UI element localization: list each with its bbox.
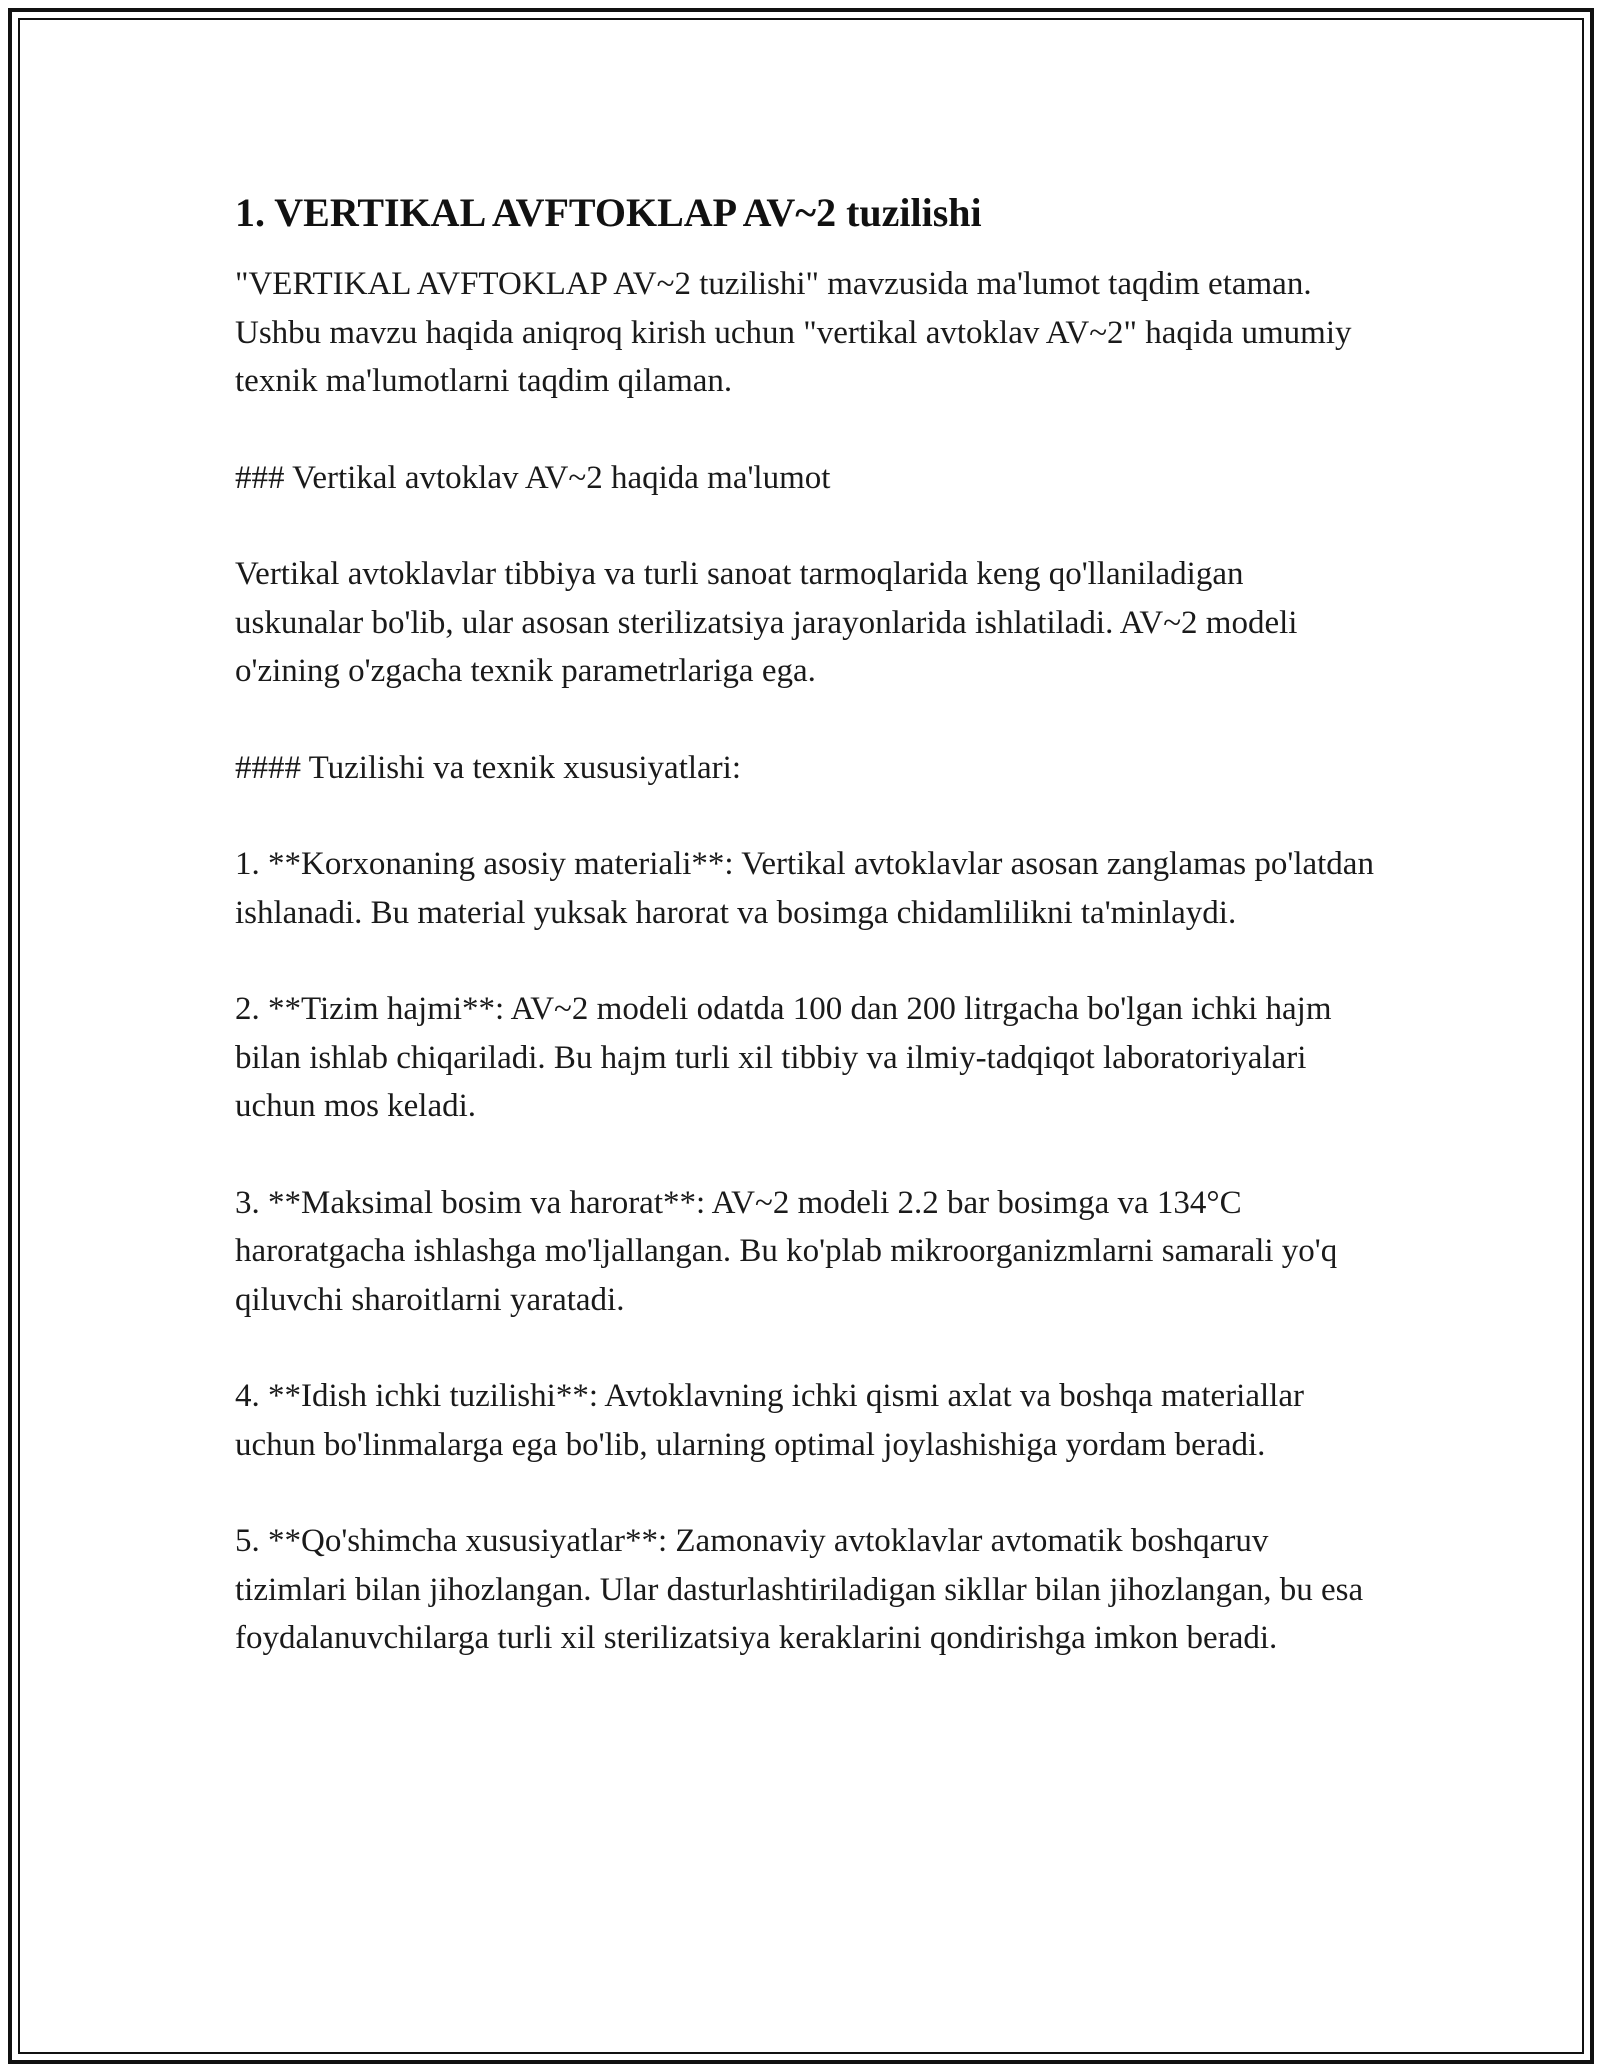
list-item-4: 4. **Idish ichki tuzilishi**: Avtoklavning ichki qismi axlat va boshqa materiallar uchun bo'linmalarga ega bo'lib, ularning optimal joylashishiga yordam beradi.: [235, 1378, 1304, 1463]
list-item-2: 2. **Tizim hajmi**: AV~2 modeli odatda 100 dan 200 litrgacha bo'lgan ichki hajm bilan ishlab chiqariladi. Bu hajm turli xil tibbiy va ilmiy-tadqiqot laboratoriyalari uchun mos keladi.: [235, 991, 1332, 1124]
intro-paragraph: "VERTIKAL AVFTOKLAP AV~2 tuzilishi" mavzusida ma'lumot taqdim etaman. Ushbu mavzu haqida aniqroq kirish uchun "vertikal avtoklav AV~2" haqida umumiy texnik ma'lumotlarni taqdim qilaman.: [235, 266, 1352, 399]
list-item-3: 3. **Maksimal bosim va harorat**: AV~2 modeli 2.2 bar bosimga va 134°C haroratgacha ishlashga mo'ljallangan. Bu ko'plab mikroorganizmlarni samarali yo'q qiluvchi sharoitlarni yaratadi.: [235, 1184, 1338, 1318]
subsection-heading-tuzilishi: #### Tuzilishi va texnik xususiyatlari:: [235, 749, 742, 786]
list-item-1: 1. **Korxonaning asosiy materiali**: Vertikal avtoklavlar asosan zanglamas po'latdan ishlanadi. Bu material yuksak harorat va bosimga chidamlilikni ta'minlaydi.: [235, 846, 1374, 931]
description-paragraph: Vertikal avtoklavlar tibbiya va turli sanoat tarmoqlarida keng qo'llaniladigan uskunalar bo'lib, ular asosan sterilizatsiya jarayonlarida ishlatiladi. AV~2 modeli o'zining o'zgacha texnik parametrlariga ega.: [235, 556, 1298, 689]
section-heading-vertikal-avtoklav: ### Vertikal avtoklav AV~2 haqida ma'lumot: [235, 459, 831, 496]
list-item-5: 5. **Qo'shimcha xususiyatlar**: Zamonaviy avtoklavlar avtomatik boshqaruv tizimlari bilan jihozlangan. Ular dasturlashtiriladigan sikllar bilan jihozlangan, bu esa foydalanuvchilarga turli xil sterilizatsiya keraklarini qondirishga imkon beradi.: [235, 1523, 1364, 1656]
document-body: [235, 188, 1375, 1711]
document-title: 1. VERTIKAL AVFTOKLAP AV~2 tuzilishi: [235, 190, 982, 235]
